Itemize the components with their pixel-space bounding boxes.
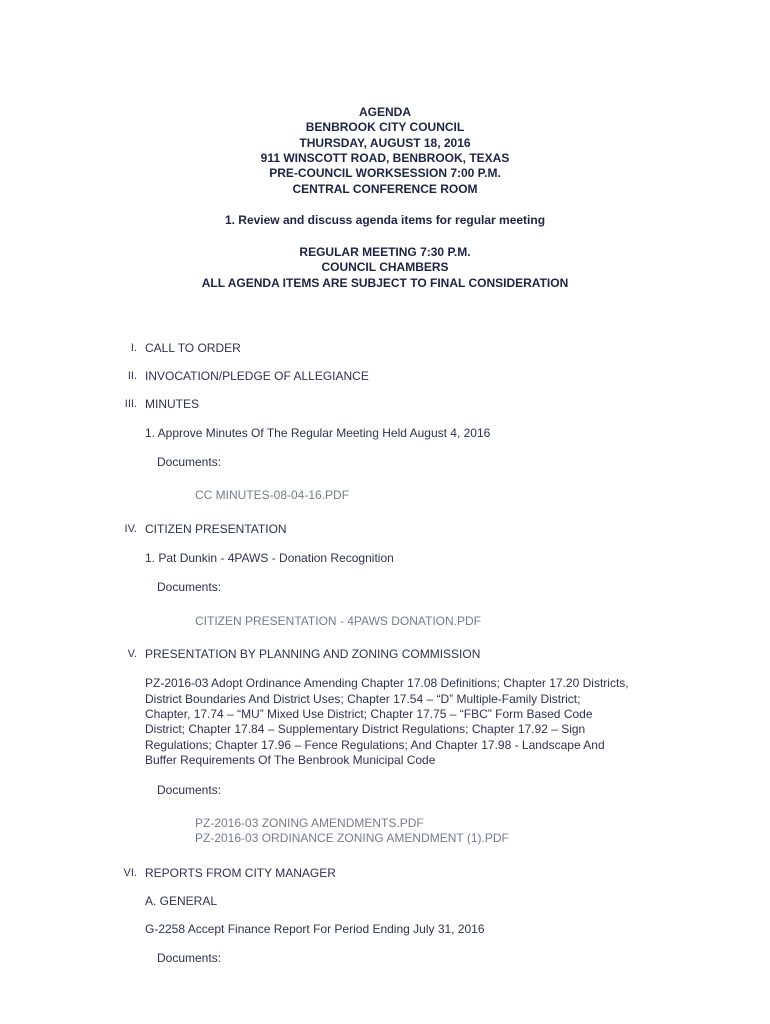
document-link-minutes[interactable]: CC MINUTES-08-04-16.PDF xyxy=(195,488,350,502)
section-number: III. xyxy=(124,398,137,410)
section-number: I. xyxy=(130,342,137,354)
section-number: II. xyxy=(127,370,137,382)
documents-label: Documents: xyxy=(157,580,222,594)
document-link-zoning-ordinance[interactable]: PZ-2016-03 ORDINANCE ZONING AMENDMENT (1).PDF xyxy=(195,831,509,845)
section-title-invocation: INVOCATION/PLEDGE OF ALLEGIANCE xyxy=(145,369,369,383)
documents-label: Documents: xyxy=(157,455,222,469)
council-name: BENBROOK CITY COUNCIL xyxy=(305,120,465,134)
documents-label: Documents: xyxy=(157,783,222,797)
document-link-zoning-amendments[interactable]: PZ-2016-03 ZONING AMENDMENTS.PDF xyxy=(195,816,424,830)
document-link-citizen-presentation[interactable]: CITIZEN PRESENTATION - 4PAWS DONATION.PDF xyxy=(195,614,482,628)
zoning-item-line: District Boundaries And District Uses; Chapter 17.54 – “D” Multiple-Family District; xyxy=(145,692,581,706)
worksession-room: CENTRAL CONFERENCE ROOM xyxy=(292,182,478,196)
citizen-presentation-item: 1. Pat Dunkin - 4PAWS - Donation Recognition xyxy=(145,551,394,565)
minutes-item: 1. Approve Minutes Of The Regular Meeting Held August 4, 2016 xyxy=(145,426,491,440)
section-title-call-to-order: CALL TO ORDER xyxy=(145,341,241,355)
section-title-minutes: MINUTES xyxy=(145,397,199,411)
section-title-planning-zoning: PRESENTATION BY PLANNING AND ZONING COMMISSION xyxy=(145,647,481,661)
documents-label: Documents: xyxy=(157,951,222,965)
final-consideration-note: ALL AGENDA ITEMS ARE SUBJECT TO FINAL CONSIDERATION xyxy=(201,276,569,290)
section-number: VI. xyxy=(123,867,137,879)
section-title-reports: REPORTS FROM CITY MANAGER xyxy=(145,866,336,880)
section-title-citizen-presentation: CITIZEN PRESENTATION xyxy=(145,522,287,536)
section-number: V. xyxy=(127,648,137,660)
zoning-item-line: Chapter, 17.74 – “MU” Mixed Use District; Chapter 17.75 – “FBC” Form Based Code xyxy=(145,707,593,721)
meeting-address: 911 WINSCOTT ROAD, BENBROOK, TEXAS xyxy=(260,151,510,165)
agenda-title: AGENDA xyxy=(358,105,411,119)
zoning-item-line: Regulations; Chapter 17.96 – Fence Regulations; And Chapter 17.98 - Landscape And xyxy=(145,738,605,752)
regular-meeting-time: REGULAR MEETING 7:30 P.M. xyxy=(299,245,471,259)
zoning-item-line: PZ-2016-03 Adopt Ordinance Amending Chapter 17.08 Definitions; Chapter 17.20 Districts, xyxy=(145,676,629,690)
zoning-item-line: District; Chapter 17.84 – Supplementary District Regulations; Chapter 17.92 – Sign xyxy=(145,722,586,736)
worksession-time: PRE-COUNCIL WORKSESSION 7:00 P.M. xyxy=(269,166,501,180)
zoning-item-line: Buffer Requirements Of The Benbrook Municipal Code xyxy=(145,753,436,767)
section-number: IV. xyxy=(124,523,137,535)
meeting-date: THURSDAY, AUGUST 18, 2016 xyxy=(299,136,471,150)
regular-meeting-room: COUNCIL CHAMBERS xyxy=(321,260,449,274)
subsection-general: A. GENERAL xyxy=(145,894,218,908)
worksession-item: 1. Review and discuss agenda items for regular meeting xyxy=(224,213,546,227)
finance-report-item: G-2258 Accept Finance Report For Period Ending July 31, 2016 xyxy=(145,922,485,936)
